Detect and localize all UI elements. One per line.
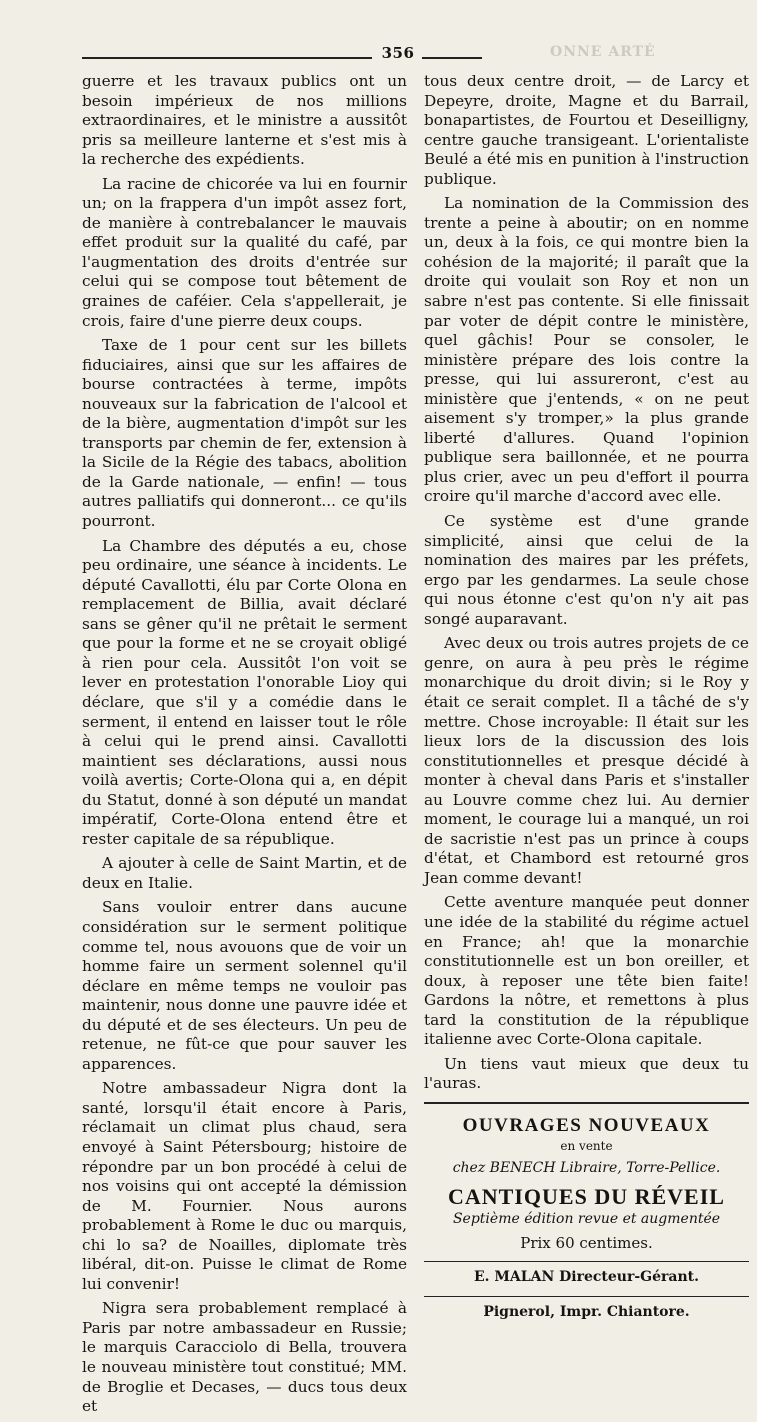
paragraph: La nomination de la Commission des trente a peine à aboutir; on en nomme un, deux à la fois, ce qui montre bien la cohésion de la majorité; il paraît que la droite qui voulait son Roy et non un sabre n'est pas contente. Si elle finissait par voter de dépit contre le ministère, quel gâchis! Pour se consoler, le ministère prépare des lois contre la presse, qui lui assureront, c'est au ministère que j'entends, « on ne peut aisement s'y tromper,» la plus grande liberté d'allures. Quand l'opinion publique sera baillonnée, et ne pourra plus crier, avec un peu d'effort il pourra croire qu'il marche d'accord avec elle. [424, 194, 749, 506]
header-rule-left [82, 57, 372, 59]
paragraph: Sans vouloir entrer dans aucune considération sur le serment politique comme tel, nous avouons que de voir un homme faire un serment solennel qu'il déclare en même temps ne vouloir pas maintenir, nous donne une pauvre idée et du député et de ses électeurs. Un peu de retenue, ne fût-ce que pour sauver les apparences. [82, 898, 407, 1073]
paragraph: Taxe de 1 pour cent sur les billets fiduciaires, ainsi que sur les affaires de bourse contractées à terme, impôts nouveaux sur la fabrication de l'alcool et de la bière, augmentation d'impôt sur les transports par chemin de fer, extension à la Sicile de la Régie des tabacs, abolition de la Garde nationale, — enfin! — tous autres palliatifs qui donneront... ce qu'ils pourront. [82, 336, 407, 531]
paragraph: A ajouter à celle de Saint Martin, et de deux en Italie. [82, 854, 407, 892]
left-column [82, 72, 407, 1422]
ad-for-sale: en vente [560, 1139, 613, 1154]
paragraph: Nigra sera probablement remplacé à Paris par notre ambassadeur en Russie; le marquis Caracciolo di Bella, trouvera le nouveau ministère tout constitué; MM. de Broglie et Decases, — ducs tous deux et [82, 1299, 407, 1416]
ad-rule [424, 1261, 749, 1262]
paragraph: Notre ambassadeur Nigra dont la santé, lorsqu'il était encore à Paris, réclamait un climat plus chaud, sera envoyé à Saint Pétersbourg; histoire de répondre par un bon procédé à celui de nos voisins qui ont accepté la démission de M. Fournier. Nous aurons probablement à Rome le duc ou marquis, chi lo sa? de Noailles, diplomate très libéral, dit-on. Puisse le climat de Rome lui convenir! [82, 1079, 407, 1293]
ad-rule [424, 1296, 749, 1297]
right-column [424, 72, 749, 1324]
ad-rule [424, 1102, 749, 1104]
header-rule-right [422, 57, 482, 59]
paragraph: Avec deux ou trois autres projets de ce genre, on aura à peu près le régime monarchique du droit divin; si le Roy y était ce serait complet. Il a tâché de s'y mettre. Chose incroyable: Il était sur les lieux lors de la discussion des lois constitutionnelles et presque décidé à monter à cheval dans Paris et s'installer au Louvre comme chez lui. Au dernier moment, le courage lui a manqué, un roi de sacristie n'est pas un prince à coups d'état, et Chambord est retourné gros Jean comme devant! [424, 634, 749, 887]
ad-edition: Septième édition revue et augmentée [452, 1211, 721, 1228]
bleed-through-text: ONNE ARTÉ [550, 44, 656, 60]
closing-proverb: Un tiens vaut mieux que deux tu l'auras. [424, 1054, 749, 1093]
ad-bookseller: chez BENECH Libraire, Torre-Pellice. [452, 1159, 721, 1176]
paragraph: Ce système est d'une grande simplicité, ainsi que celui de la nomination des maires par les préfets, ergo par les gendarmes. La seule chose qui nous étonne c'est qu'on n'y ait pas songé auparavant. [424, 512, 749, 628]
paragraph: La Chambre des députés a eu, chose peu ordinaire, une séance à incidents. Le député Cavallotti, élu par Corte Olona en remplacement de Billia, avait déclaré sans se gêner qu'il ne prêtait le serment que pour la forme et ne se croyait obligé à rien pour cela. Aussitôt l'on voit se lever en protestation l'onorable Lioy qui déclare, que s'il y a comédie dans le serment, il entend en laisser tout le rôle à celui qui le prend ainsi. Cavallotti maintient ses déclarations, aussi nous voilà avertis; Corte-Olona qui a, en dépit du Statut, donné à son député un mandat impératif, Corte-Olona entend être et rester capitale de sa république. [82, 536, 407, 848]
paragraph: La racine de chicorée va lui en fournir un; on la frappera d'un impôt assez fort, de manière à contrebalancer le mauvais effet produit sur la qualité du café, par l'augmentation des droits d'entrée sur celui qui se compose tout bêtement de graines de caféier. Cela s'appellerait, je crois, faire d'une pierre deux coups. [82, 174, 407, 330]
ad-title: OUVRAGES NOUVEAUX [462, 1114, 711, 1136]
editor-signature: E. MALAN Directeur-Gérant. [474, 1269, 699, 1286]
page-header [82, 44, 750, 68]
paragraph: Cette aventure manquée peut donner une idée de la stabilité du régime actuel en France; ah! que la monarchie constitutionnelle est un bon oreiller, et doux, à reposer une tête bien faite! Gardons la nôtre, et remettons à plus tard la constitution de la république italienne avec Corte-Olona capitale. [424, 893, 749, 1049]
printer-line: Pignerol, Impr. Chiantore. [483, 1303, 690, 1320]
paragraph: tous deux centre droit, — de Larcy et Depeyre, droite, Magne et du Barrail, bonapartistes, de Fourtou et Deseilligny, centre gauche transigeant. L'orientaliste Beulé a été mis en punition à l'instruction publique. [424, 72, 749, 188]
ad-book-title: CANTIQUES DU RÉVEIL [448, 1183, 725, 1209]
advertisement-block [424, 1102, 749, 1322]
ad-price: Prix 60 centimes. [520, 1233, 653, 1252]
paragraph: guerre et les travaux publics ont un besoin impérieux de nos millions extraordinaires, et le ministre a aussitôt pris sa meilleure lanterne et s'est mis à la recherche des expédients. [82, 72, 407, 169]
page-number: 356 [381, 44, 415, 62]
